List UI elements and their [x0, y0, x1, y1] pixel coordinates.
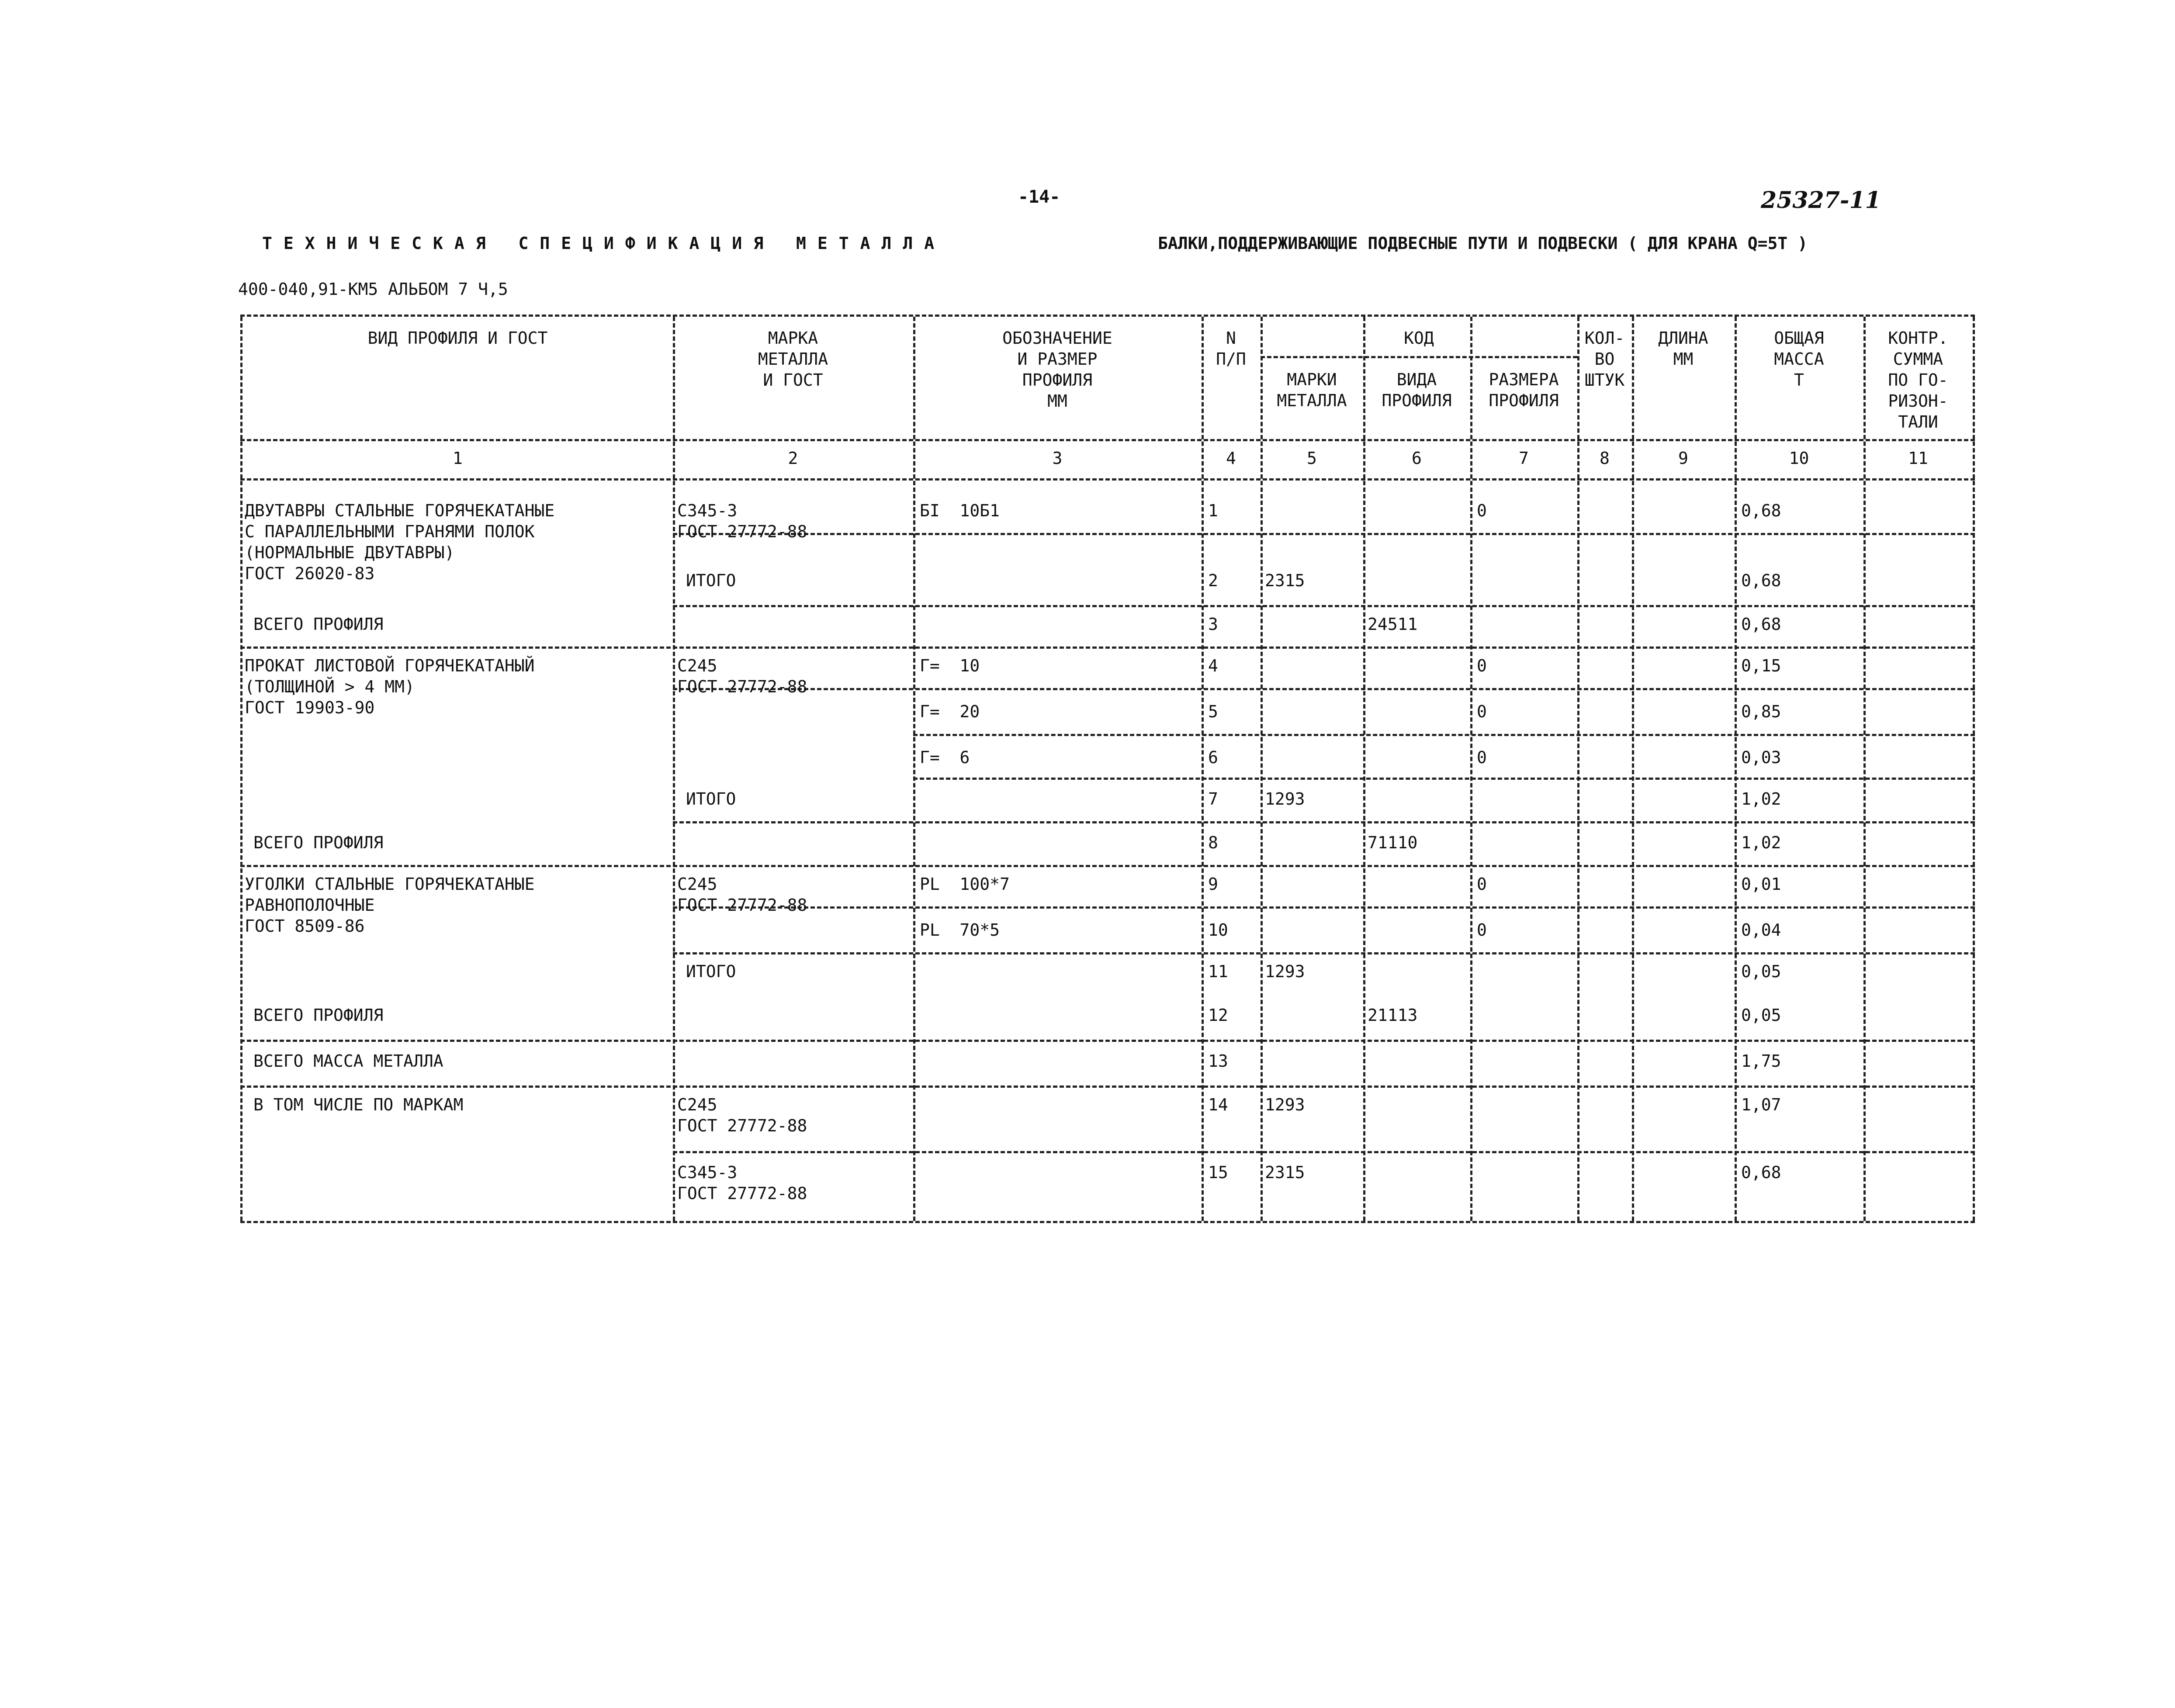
row-divider [673, 952, 1975, 954]
code-profile-size: 0 [1477, 501, 1487, 520]
numbers-divider [240, 478, 1975, 481]
by-grade-label: В ТОМ ЧИСЛЕ ПО МАРКАМ [253, 1095, 464, 1114]
column-header-code-metal: МАРКИ МЕТАЛЛА [1277, 370, 1347, 410]
total-mass: 0,85 [1741, 702, 1781, 721]
code-profile-type: 21113 [1368, 1006, 1418, 1025]
code-profile-size: 0 [1477, 656, 1487, 675]
code-profile-type: 71110 [1368, 833, 1418, 852]
item-number: 9 [1208, 875, 1218, 894]
total-mass: 0,04 [1741, 920, 1781, 940]
code-profile-type: 24511 [1368, 615, 1418, 634]
profile-designation: Г= 6 [920, 748, 970, 767]
column-number: 8 [1600, 449, 1610, 468]
column-number: 2 [788, 449, 798, 468]
column-number: 1 [453, 449, 463, 468]
group-divider [240, 865, 1975, 867]
code-header-divider [1261, 356, 1577, 358]
total-mass: 0,68 [1741, 1163, 1781, 1182]
code-profile-size: 0 [1477, 875, 1487, 894]
page-number: -14- [1018, 187, 1060, 207]
group-divider [240, 1040, 1975, 1042]
column-number: 10 [1789, 449, 1809, 468]
grand-total-label: ВСЕГО МАССА МЕТАЛЛА [253, 1051, 443, 1071]
row-divider [673, 1151, 1975, 1153]
metal-grade: С345-3 ГОСТ 27772-88 [677, 501, 807, 541]
item-number: 15 [1208, 1163, 1228, 1182]
column-header-check-sum: КОНТР. СУММА ПО ГО- РИЗОН- ТАЛИ [1888, 328, 1948, 432]
column-header-quantity: КОЛ- ВО ШТУК [1584, 328, 1625, 390]
code-profile-size: 0 [1477, 748, 1487, 767]
item-number: 3 [1208, 615, 1218, 634]
total-mass: 0,68 [1741, 501, 1781, 520]
column-number: 6 [1412, 449, 1422, 468]
subtotal-label: ИТОГО [686, 789, 736, 809]
total-mass: 0,05 [1741, 962, 1781, 981]
item-number: 8 [1208, 833, 1218, 852]
subtotal-label: ИТОГО [686, 962, 736, 981]
code-profile-size: 0 [1477, 920, 1487, 940]
total-mass: 1,75 [1741, 1051, 1781, 1071]
row-divider [913, 734, 1975, 736]
column-header-total-mass: ОБЩАЯ МАССА Т [1774, 328, 1824, 390]
column-number: 4 [1226, 449, 1236, 468]
document-title: ТЕХНИЧЕСКАЯ СПЕЦИФИКАЦИЯ МЕТАЛЛА [262, 234, 946, 253]
profile-designation: Г= 10 [920, 656, 980, 675]
item-number: 4 [1208, 656, 1218, 675]
code-metal: 2315 [1265, 1163, 1305, 1182]
header-divider [240, 439, 1975, 441]
item-number: 6 [1208, 748, 1218, 767]
profile-description: ДВУТАВРЫ СТАЛЬНЫЕ ГОРЯЧЕКАТАНЫЕ С ПАРАЛЛЕЛЬНЫМИ ГРАНЯМИ ПОЛОК (НОРМАЛЬНЫЕ ДВУТАВРЫ) ГОСТ 26020-83 [245, 501, 555, 583]
column-header-profile: ВИД ПРОФИЛЯ И ГОСТ [367, 328, 548, 348]
item-number: 12 [1208, 1006, 1228, 1025]
column-number: 11 [1908, 449, 1928, 468]
column-header-length: ДЛИНА ММ [1658, 328, 1708, 369]
row-divider [673, 688, 1975, 690]
column-header-designation: ОБОЗНАЧЕНИЕ И РАЗМЕР ПРОФИЛЯ ММ [1002, 328, 1112, 411]
item-number: 1 [1208, 501, 1218, 520]
row-divider [673, 605, 1975, 607]
item-number: 2 [1208, 571, 1218, 590]
column-header-metal-grade: МАРКА МЕТАЛЛА И ГОСТ [758, 328, 828, 390]
column-number: 7 [1519, 449, 1529, 468]
album-reference: 400-040,91-КМ5 АЛЬБОМ 7 Ч,5 [238, 280, 508, 299]
item-number: 11 [1208, 962, 1228, 981]
row-divider [913, 778, 1975, 780]
subtotal-label: ИТОГО [686, 571, 736, 590]
profile-designation: Г= 20 [920, 702, 980, 721]
total-mass: 0,01 [1741, 875, 1781, 894]
total-mass: 0,15 [1741, 656, 1781, 675]
item-number: 14 [1208, 1095, 1228, 1114]
column-header-item-number: N П/П [1216, 328, 1246, 369]
specification-table [240, 315, 1975, 1223]
item-number: 5 [1208, 702, 1218, 721]
total-mass: 1,07 [1741, 1095, 1781, 1114]
profile-description: ПРОКАТ ЛИСТОВОЙ ГОРЯЧЕКАТАНЫЙ (ТОЛЩИНОЙ > 4 ММ) ГОСТ 19903-90 [245, 656, 535, 717]
column-header-code: КОД [1404, 328, 1434, 348]
total-mass: 0,03 [1741, 748, 1781, 767]
profile-total-label: ВСЕГО ПРОФИЛЯ [253, 1006, 384, 1025]
profile-total-label: ВСЕГО ПРОФИЛЯ [253, 615, 384, 634]
code-metal: 2315 [1265, 571, 1305, 590]
profile-total-label: ВСЕГО ПРОФИЛЯ [253, 833, 384, 852]
metal-grade: С345-3 ГОСТ 27772-88 [677, 1163, 807, 1203]
metal-grade: С245 ГОСТ 27772-88 [677, 875, 807, 915]
code-metal: 1293 [1265, 789, 1305, 809]
column-number: 9 [1678, 449, 1688, 468]
total-mass: 0,05 [1741, 1006, 1781, 1025]
document-code: 25327-11 [1761, 187, 1881, 214]
metal-grade: С245 ГОСТ 27772-88 [677, 656, 807, 696]
profile-designation: PL 100*7 [920, 875, 1010, 894]
row-divider [673, 821, 1975, 823]
total-mass: 0,68 [1741, 615, 1781, 634]
code-metal: 1293 [1265, 1095, 1305, 1114]
profile-designation: БI 10Б1 [920, 501, 1000, 520]
profile-designation: PL 70*5 [920, 920, 1000, 940]
item-number: 13 [1208, 1051, 1228, 1071]
group-divider [240, 647, 1975, 649]
code-metal: 1293 [1265, 962, 1305, 981]
column-number: 3 [1052, 449, 1063, 468]
item-number: 10 [1208, 920, 1228, 940]
metal-grade: С245 ГОСТ 27772-88 [677, 1095, 807, 1135]
row-divider [673, 533, 1975, 535]
document-subtitle: БАЛКИ,ПОДДЕРЖИВАЮЩИЕ ПОДВЕСНЫЕ ПУТИ И ПОДВЕСКИ ( ДЛЯ КРАНА Q=5Т ) [1158, 234, 1808, 253]
column-number: 5 [1307, 449, 1317, 468]
total-mass: 0,68 [1741, 571, 1781, 590]
total-mass: 1,02 [1741, 789, 1781, 809]
total-mass: 1,02 [1741, 833, 1781, 852]
group-divider [240, 1086, 1975, 1088]
code-profile-size: 0 [1477, 702, 1487, 721]
profile-description: УГОЛКИ СТАЛЬНЫЕ ГОРЯЧЕКАТАНЫЕ РАВНОПОЛОЧНЫЕ ГОСТ 8509-86 [245, 875, 535, 936]
column-header-code-profile-type: ВИДА ПРОФИЛЯ [1382, 370, 1452, 410]
row-divider [673, 906, 1975, 909]
column-header-code-profile-size: РАЗМЕРА ПРОФИЛЯ [1489, 370, 1559, 410]
item-number: 7 [1208, 789, 1218, 809]
